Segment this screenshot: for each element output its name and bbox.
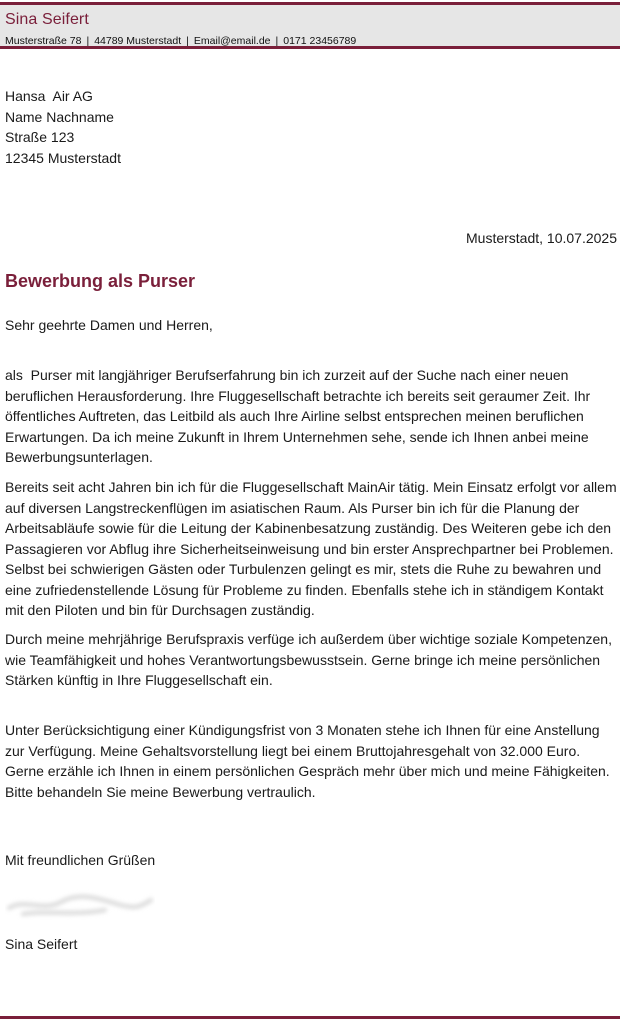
body-paragraph-intro: als Purser mit langjähriger Berufserfahrung bin ich zurzeit auf der Suche nach einer neuen beruflichen Herausforderung. Ihre Fluggesellschaft betrachte ich bereits seit geraumer Zeit. Ihr öffentliches Auftreten, das Leitbild als auch Ihre Airline selbst entsprechen meinen beruflichen Erwartungen. Da ich meine Zukunft in Ihrem Unternehmen sehe, sende ich Ihnen anbei meine Bewerbungsunterlagen. xyxy=(5,367,595,465)
signer-name: Sina Seifert xyxy=(5,936,78,952)
recipient-company: Hansa Air AG xyxy=(5,88,93,104)
sender-name: Sina Seifert xyxy=(5,11,89,28)
contact-separator: | xyxy=(86,35,90,47)
letterhead xyxy=(0,2,620,49)
letter-subject: Bewerbung als Purser xyxy=(5,271,196,291)
signature-image xyxy=(5,888,155,920)
sender-contact-line xyxy=(5,35,356,47)
sender-street: Musterstraße 78 xyxy=(5,35,82,47)
sender-email: Email@email.de xyxy=(193,35,271,47)
recipient-street: Straße 123 xyxy=(5,129,75,145)
contact-separator: | xyxy=(186,35,189,47)
recipient-address xyxy=(5,86,121,168)
body-paragraph-skills: Durch meine mehrjährige Berufspraxis verfüge ich außerdem über wichtige soziale Kompetenzen, wie Teamfähigkeit und hohes Verantwortungsbewusstsein. Gerne bringe ich meine persönlichen Stärken künftig in Ihre Fluggesellschaft ein. xyxy=(5,631,612,688)
recipient-contact: Name Nachname xyxy=(5,108,114,125)
recipient-city: 12345 Musterstadt xyxy=(5,149,121,166)
sender-city: 44789 Musterstadt xyxy=(94,35,182,47)
salutation: Sehr geehrte Damen und Herren, xyxy=(5,317,213,333)
letter-date: Musterstadt, 10.07.2025 xyxy=(466,230,617,246)
contact-separator: | xyxy=(275,35,279,47)
body-paragraph-availability: Unter Berücksichtigung einer Kündigungsfrist von 3 Monaten stehe ich Ihnen für eine Anstellung zur Verfügung. Meine Gehaltsvorstellung liegt bei einem Bruttojahresgehalt von 32.000 Euro. Gerne erzähle ich Ihnen in einem persönlichen Gespräch mehr über mich und meine Fähigkeiten. Bitte behandeln Sie meine Bewerbung vertraulich. xyxy=(5,722,610,800)
body-paragraph-experience: Bereits seit acht Jahren bin ich für die Fluggesellschaft MainAir tätig. Mein Einsatz erfolgt vor allem auf diversen Langstreckenflügen im asiatischen Raum. Als Purser bin ich für die Planung der Arbeitsabläufe sowie für die Leitung der Kabinenbesatzung zuständig. Des Weiteren gebe ich den Passagieren vor Abflug ihre Sicherheitseinweisung und bin erster Ansprechpartner bei Problemen. Selbst bei schwierigen Gästen oder Turbulenzen gelingt es mir, stets die Ruhe zu bewahren und eine zufriedenstellende Lösung für Probleme zu finden. Ebenfalls stehe ich in ständigem Kontakt mit den Piloten und bin für Durchsagen zuständig. xyxy=(5,479,617,618)
footer-divider xyxy=(0,1016,620,1019)
closing-phrase: Mit freundlichen Grüßen xyxy=(5,852,156,868)
sender-phone: 0171 23456789 xyxy=(283,35,357,47)
